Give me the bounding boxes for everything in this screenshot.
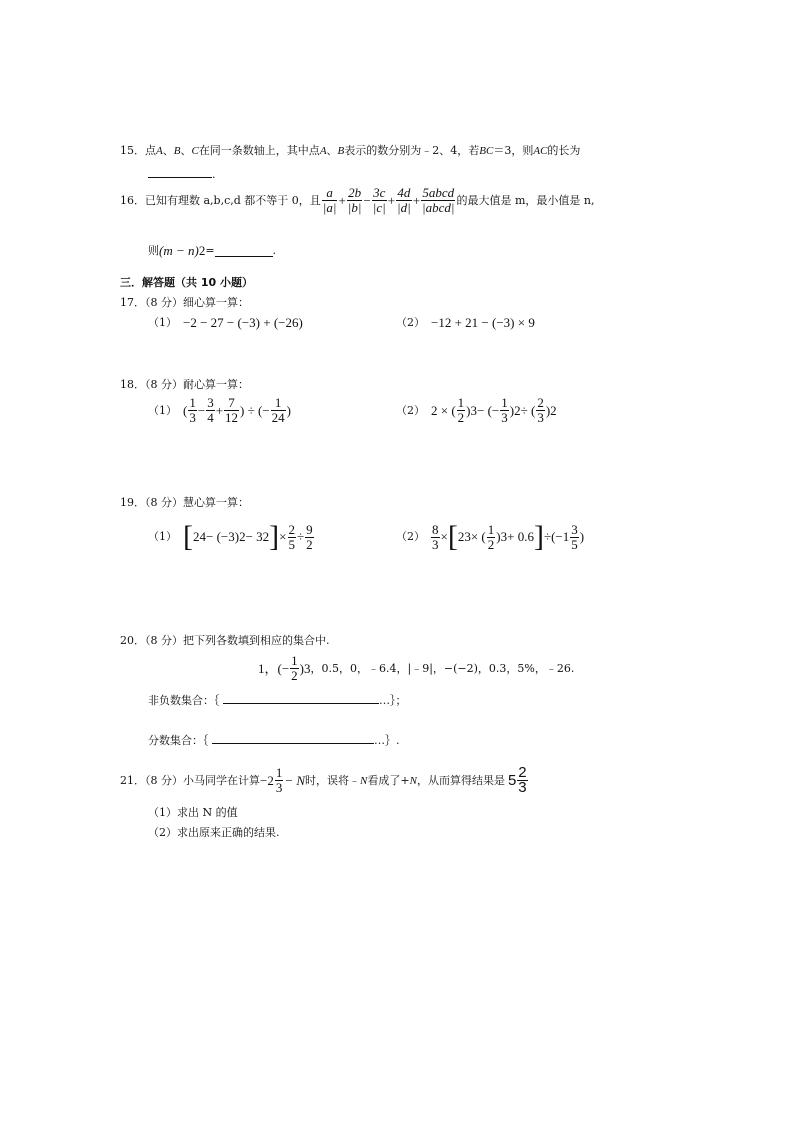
fraction-denominator: 5 <box>288 536 296 552</box>
q18-fraction <box>224 396 239 425</box>
part-label: （1） <box>148 403 177 417</box>
bracket: [ <box>447 520 458 553</box>
fraction-denominator: 3 <box>275 780 283 795</box>
fraction-numerator: 8 <box>432 521 439 537</box>
q16-operator: − <box>363 192 371 208</box>
fraction-denominator: |abcd| <box>422 200 455 215</box>
q19-part-1: （1） [ 2 4 − (−3) 2 − 3 2 ] × $\frac{2}{5}$ ÷ $\frac{9}{2}$ <box>148 520 313 553</box>
set-end: …｝； <box>379 694 407 707</box>
question-18-header: 18．（8 分）耐心算一算： <box>120 378 249 391</box>
part-label: （2） <box>396 316 425 329</box>
fraction-denominator: |a| <box>322 200 337 215</box>
q21-text: 21．（8 分）小马同学在计算 <box>120 773 260 787</box>
q16-end: . <box>272 244 277 257</box>
fraction-denominator: 2 <box>487 536 495 552</box>
q15-segment-bc: BC <box>479 145 494 157</box>
q16-text: 已知有理数 a,b,c,d 都不等于 0，且 <box>145 193 321 207</box>
q15-text: 点 <box>145 144 156 157</box>
expr-part: 2 <box>457 529 465 544</box>
q17-part-2 <box>396 316 535 330</box>
fraction-denominator: |b| <box>347 200 362 215</box>
q16-answer-blank[interactable] <box>215 245 273 257</box>
fraction-denominator: 3 <box>537 410 544 425</box>
q15-sep: 、 <box>180 144 192 157</box>
q16-fraction-4 <box>396 186 412 215</box>
nonnegative-set-blank[interactable] <box>223 692 379 704</box>
bracket: ] <box>269 520 280 553</box>
q15-point-b: B <box>337 145 345 157</box>
q18-fraction <box>536 396 545 425</box>
q21-fraction <box>275 766 284 795</box>
q21-variable-n: N <box>409 774 417 787</box>
fraction-denominator: 3 <box>189 410 196 425</box>
expr-part: − (−3) <box>206 529 240 544</box>
expr-part: + 0.6 <box>507 529 534 544</box>
set-end: …｝. <box>374 734 400 747</box>
q15-text: ＝3，则 <box>493 144 534 157</box>
expr-part: ÷ ( <box>520 402 536 418</box>
operator: ) ÷ (− <box>240 402 270 418</box>
fraction-numerator: 1 <box>501 395 508 410</box>
q21-result-whole: 5 <box>507 771 517 789</box>
set-label: 分数集合：｛ <box>148 734 209 747</box>
expr-part: − (− <box>477 402 500 418</box>
q21-text: 时，误将﹣ <box>305 773 361 787</box>
q15-point-a: A <box>319 145 327 157</box>
q19-fraction <box>305 523 314 552</box>
fraction-set-blank[interactable] <box>212 732 374 744</box>
paren: ) <box>299 660 305 676</box>
paren: ) <box>466 402 471 418</box>
expr-part: 2 <box>193 529 200 544</box>
paren: ) <box>579 529 585 544</box>
expr-part: 2 × ( <box>431 402 456 418</box>
q21-result-fraction <box>517 766 527 795</box>
q19-fraction <box>570 523 579 552</box>
fraction-denominator: |c| <box>372 200 386 215</box>
fraction-numerator: 5abcd <box>422 185 455 200</box>
number-list-part: 1，(− <box>258 660 290 676</box>
q15-point-c: C <box>191 145 199 157</box>
fraction-denominator: 3 <box>518 779 527 796</box>
q15-sep: 、 <box>162 144 174 157</box>
expr-part: × ( <box>470 529 486 544</box>
q21-text: ，从而算得结果是 <box>416 773 505 787</box>
part-label: （2） <box>396 403 425 417</box>
q16-text: 则 <box>148 244 159 257</box>
q16-operator: + <box>387 192 396 208</box>
q20-number-list: 1，(− $\frac{1}{2}$ ) 3 ，0.5，0，﹣6.4，|﹣9|，−(−2)，0.3，5%，﹣26. <box>258 653 575 683</box>
question-15-line2 <box>148 166 216 182</box>
number-list-part: ，0.5，0，﹣6.4，|﹣9|，−(−2)，0.3，5%，﹣26. <box>310 661 575 675</box>
q19-fraction <box>487 523 496 552</box>
bracket: [ <box>183 520 193 553</box>
q21-variable-n: N <box>360 774 368 787</box>
fraction-numerator: a <box>322 186 338 201</box>
q17-expression-1: −2 − 27 − (−3) + (−26) <box>183 315 303 330</box>
fraction-numerator: 1 <box>487 521 495 537</box>
q18-fraction <box>500 396 509 425</box>
fraction-denominator: 4 <box>207 410 214 425</box>
fraction-denominator: 12 <box>225 410 239 425</box>
q16-number: 16． <box>120 193 145 207</box>
set-label: 非负数集合：｛ <box>148 694 220 707</box>
fraction-numerator: 2 <box>288 521 296 537</box>
fraction-denominator: 3 <box>432 536 439 552</box>
q16-fraction-5 <box>421 186 455 215</box>
q15-text: 在同一条数轴上，其中点 <box>198 144 320 157</box>
q15-text: 的长为 <box>547 144 581 157</box>
q21-text: 看成了+ <box>367 773 410 787</box>
fraction-denominator: |d| <box>397 200 411 215</box>
paren: ) <box>496 529 501 544</box>
part-label: （1） <box>148 530 177 543</box>
question-20-header: 20．（8 分）把下列各数填到相应的集合中. <box>120 634 330 647</box>
fraction-numerator: 4d <box>397 185 411 200</box>
q15-sep: 、 <box>326 144 338 157</box>
paren: ) <box>545 402 551 418</box>
q15-number: 15． <box>120 144 145 157</box>
question-16-line2: 则 (m − n) 2 = . <box>148 243 277 258</box>
fraction-numerator: 2b <box>348 185 362 200</box>
fraction-numerator: 1 <box>275 765 283 780</box>
q16-operator: + <box>412 192 421 208</box>
paren: ) <box>509 402 515 418</box>
fraction-denominator: 3 <box>501 410 508 425</box>
fraction-denominator: 5 <box>571 536 578 552</box>
q15-point-a: A <box>156 145 163 157</box>
q16-fraction-1 <box>322 186 338 215</box>
q20-nonnegative-set <box>148 692 407 708</box>
fraction-denominator: 2 <box>457 410 465 425</box>
fraction-denominator: 2 <box>306 536 313 552</box>
operator: + <box>215 402 224 418</box>
operator: − <box>197 402 206 418</box>
q21-expression: − N <box>284 772 306 788</box>
fraction-numerator: 3 <box>207 395 214 410</box>
section-3-title: 三．解答题（共 10 小题） <box>120 276 253 289</box>
q15-text: 表示的数分别为﹣2、4，若 <box>344 144 480 157</box>
fraction-numerator: 2 <box>518 764 527 781</box>
operator: ÷ <box>297 529 305 544</box>
paren: ( <box>183 402 188 418</box>
q15-end: . <box>212 168 216 181</box>
part-label: （2） <box>396 530 425 543</box>
fraction-numerator: 1 <box>291 653 298 668</box>
operator: × <box>440 529 448 544</box>
q18-fraction <box>457 396 466 425</box>
q19-fraction <box>288 523 297 552</box>
q18-part-2: （2） 2 × ( $\frac{1}{2}$ ) 3 − (− $\frac{1}{3}$ ) 2 ÷ ( $\frac{2}{3}$ ) 2 <box>396 395 557 425</box>
q17-expression-2: −12 + 21 − (−3) × 9 <box>431 315 535 330</box>
q21-sub-1: （1）求出 N 的值 <box>148 806 238 819</box>
q16-equals: = <box>205 244 215 257</box>
fraction-numerator: 2 <box>537 395 544 410</box>
fraction-numerator: 1 <box>271 396 286 411</box>
q20-fraction <box>290 654 299 683</box>
q15-segment-ac: AC <box>533 145 548 157</box>
question-19-header: 19．（8 分）慧心算一算： <box>120 496 249 509</box>
expr-part: − 3 <box>245 529 263 544</box>
fraction-numerator: 3c <box>373 185 386 200</box>
fraction-denominator: 24 <box>271 410 285 425</box>
q18-fraction <box>188 396 197 425</box>
question-15-line1 <box>120 144 580 158</box>
fraction-numerator: 9 <box>306 521 313 537</box>
fraction-numerator: 3 <box>571 521 578 537</box>
expr-part: ÷(−1 <box>543 529 570 544</box>
operator: × <box>279 529 287 544</box>
q21-expression: −2 <box>260 772 274 788</box>
paren: ) <box>286 402 291 418</box>
fraction-numerator: 1 <box>189 395 196 410</box>
q18-part-1 <box>148 396 291 425</box>
part-label: （1） <box>148 316 177 329</box>
question-21-line1 <box>120 766 529 795</box>
question-16-line1 <box>120 186 594 215</box>
fraction-numerator: 7 <box>224 396 239 411</box>
fraction-numerator: 1 <box>457 395 465 410</box>
q15-point-b: B <box>173 145 181 157</box>
fraction-denominator: 2 <box>291 668 298 683</box>
q18-fraction <box>271 396 286 425</box>
q18-fraction <box>206 396 215 425</box>
q17-part-1 <box>148 316 303 330</box>
q21-sub-2: （2）求出原来正确的结果. <box>148 826 280 839</box>
q15-answer-blank[interactable] <box>148 166 212 178</box>
q16-fraction-2 <box>347 186 363 215</box>
q19-fraction <box>431 523 440 552</box>
q16-text: 的最大值是 m，最小值是 n, <box>456 193 595 207</box>
q19-part-2: （2） $\frac{8}{3}$ × [ 2 3 × ( $\frac{1}{2}$ ) 3 + 0.6 ] ÷(−1 $\frac{3}{5}$ ) <box>396 520 585 553</box>
q16-fraction-3 <box>372 186 387 215</box>
q20-fraction-set <box>148 732 400 748</box>
q16-operator: + <box>338 192 346 208</box>
bracket: ] <box>533 520 544 553</box>
q16-expression: (m − n) <box>159 243 199 258</box>
question-17-header: 17．（8 分）细心算一算： <box>120 296 249 309</box>
